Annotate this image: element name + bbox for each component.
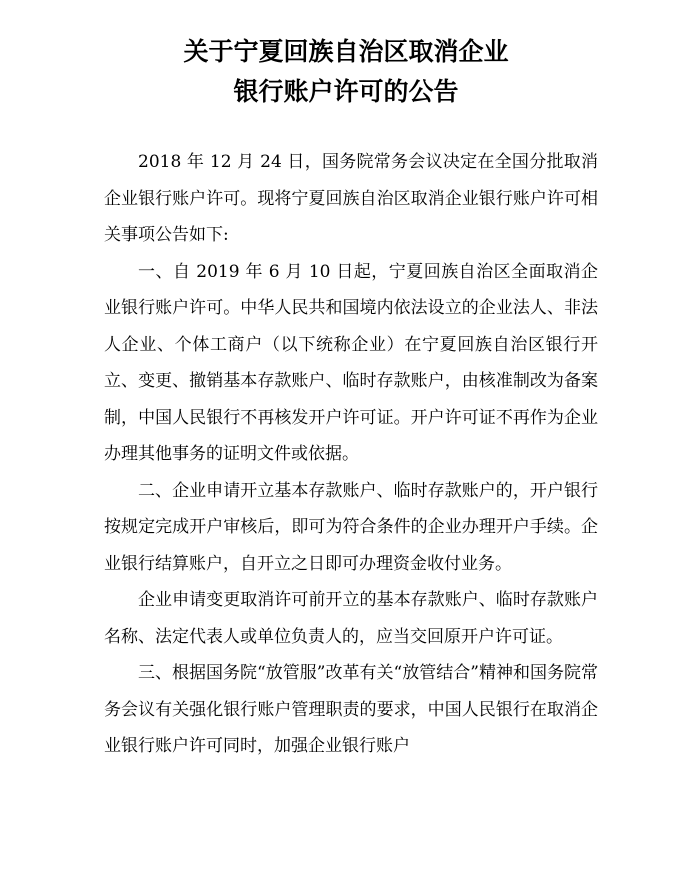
paragraph-item-2: 二、企业申请开立基本存款账户、临时存款账户的，开户银行按规定完成开户审核后，即可为符合条件的企业办理开户手续。企业银行结算账户，自开立之日即可办理资金收付业务。 — [104, 480, 598, 574]
document-body — [104, 144, 598, 765]
paragraph-item-3: 三、根据国务院“放管服”改革有关“放管结合”精神和国务院常务会议有关强化银行账户管理职责的要求，中国人民银行在取消企业银行账户许可同时，加强企业银行账户 — [104, 663, 598, 756]
document-title — [0, 32, 692, 112]
paragraph-item-1: 一、自 2019 年 6 月 10 日起，宁夏回族自治区全面取消企业银行账户许可。中华人民共和国境内依法设立的企业法人、非法人企业、个体工商户（以下统称企业）在宁夏回族自治区银行开立、变更、撤销基本存款账户、临时存款账户，由核准制改为备案制，中国人民银行不再核发开户许可证。开户许可证不再作为企业办理其他事务的证明文件或依据。 — [104, 261, 598, 464]
title-line-2: 银行账户许可的公告 — [233, 77, 459, 106]
title-line-1: 关于宁夏回族自治区取消企业 — [183, 37, 509, 66]
paragraph-intro: 2018 年 12 月 24 日，国务院常务会议决定在全国分批取消企业银行账户许可。现将宁夏回族自治区取消企业银行账户许可相关事项公告如下: — [104, 152, 598, 245]
paragraph-item-2-supplement: 企业申请变更取消许可前开立的基本存款账户、临时存款账户名称、法定代表人或单位负责人的，应当交回原开户许可证。 — [104, 590, 598, 647]
